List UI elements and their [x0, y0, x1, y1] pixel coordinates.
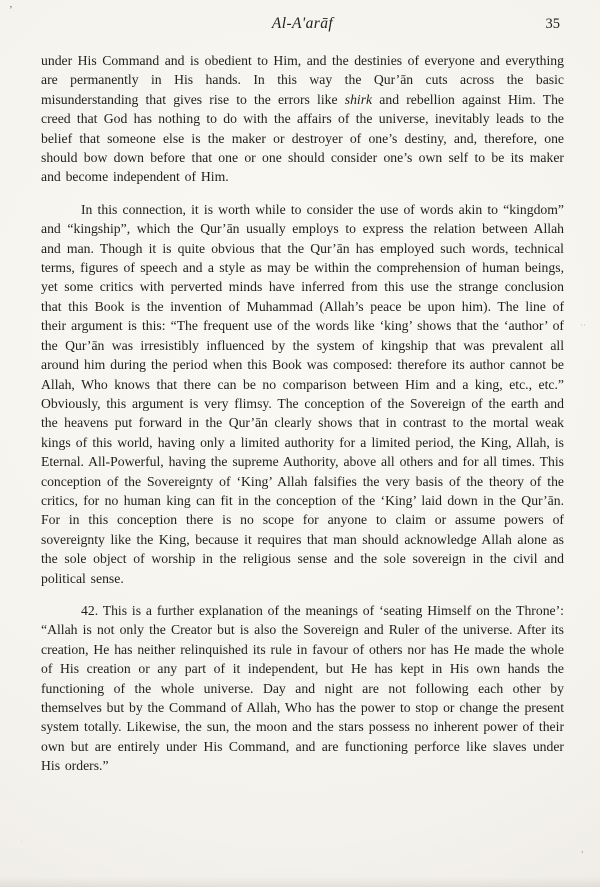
paragraph-text-segment: and rebellion against Him. The creed that God has nothing to do with the affairs of the universe, inevitably leads to the belief that someone else is the maker or destroyer of one’s destiny, and, therefore, one should bow down before that one or one should consider one’s own self to be its maker and become independent of Him. — [41, 91, 564, 185]
page-body — [41, 51, 564, 776]
paragraph-kingship-discussion: In this connection, it is worth while to consider the use of words akin to “kingdom” and “kingship”, which the Qur’ān usually employs to express the relation between Allah and man. Though it is quite obvious that the Qur’ān has employed such words, technical terms, figures of speech and a style as may be within the comprehension of human beings, yet some critics with perverted minds have inferred from this use the strange conclusion that this Book is the invention of Muhammad (Allah’s peace be upon him). The line of their argument is this: “The frequent use of the words like ‘king’ shows that the ‘author’ of the Qur’ān was irresistibly influenced by the system of kingship that was prevalent all around him during the period when this Book was composed: therefore its author cannot be Allah, Who knows that there can be no comparison between Him and a king, etc., etc.” Obviously, this argument is very flimsy. The conception of the Sovereign of the earth and the heavens put forward in the Qur’ān clearly shows that in contrast to the mortal weak kings of this world, having only a limited authority for a limited period, the King, Allah, is Eternal. All-Powerful, having the supreme Authority, above all others and for all times. This conception of the Sovereignty of ‘King’ Allah falsifies the very basis of the theory of the critics, for no human king can fit in the conception of the ‘King’ laid down in the Qur’ān. For in this conception there is no scope for anyone to claim or assume powers of sovereignty like the King, because it requires that man should acknowledge Allah alone as the sole object of worship in the religious sense and the sole sovereign in the civil and political sense. — [41, 201, 564, 586]
scan-artifact-top-left: ’ — [9, 4, 13, 16]
paragraph-text-segment: under His Command and is obedient to Him, and the destinies of everyone and everything are permanently in His hands. In this way the Qur’ān cuts across the basic misunderstanding that gives rise to the errors like — [41, 53, 564, 107]
running-title: Al-A'arāf — [271, 15, 334, 32]
page-header — [41, 13, 564, 39]
scan-artifact-bottom-right: ’ — [580, 850, 584, 861]
scan-artifact-bottom-left: · — [20, 838, 23, 847]
page-number: 35 — [545, 16, 560, 32]
paragraph-continuation — [41, 51, 564, 187]
scan-artifact-right-mid: ·· — [580, 320, 586, 330]
paragraph-note-42: 42. This is a further explanation of the meanings of ‘seating Himself on the Throne’: “Allah is not only the Creator but is also the Sovereign and Ruler of the universe. After its creation, He has neither relinquished its rule in favour of others nor has He made the whole of His creation or any part of it independent, but He has kept in His own hands the functioning of the whole universe. Day and night are not following each other by themselves but by the Command of Allah, Who has the power to stop or change the present system totally. Likewise, the sun, the moon and the stars possess no inherent power of their own but are entirely under His Command, and are functioning perforce like slaves under His orders.” — [41, 602, 564, 774]
italic-term-shirk: shirk — [344, 91, 373, 107]
